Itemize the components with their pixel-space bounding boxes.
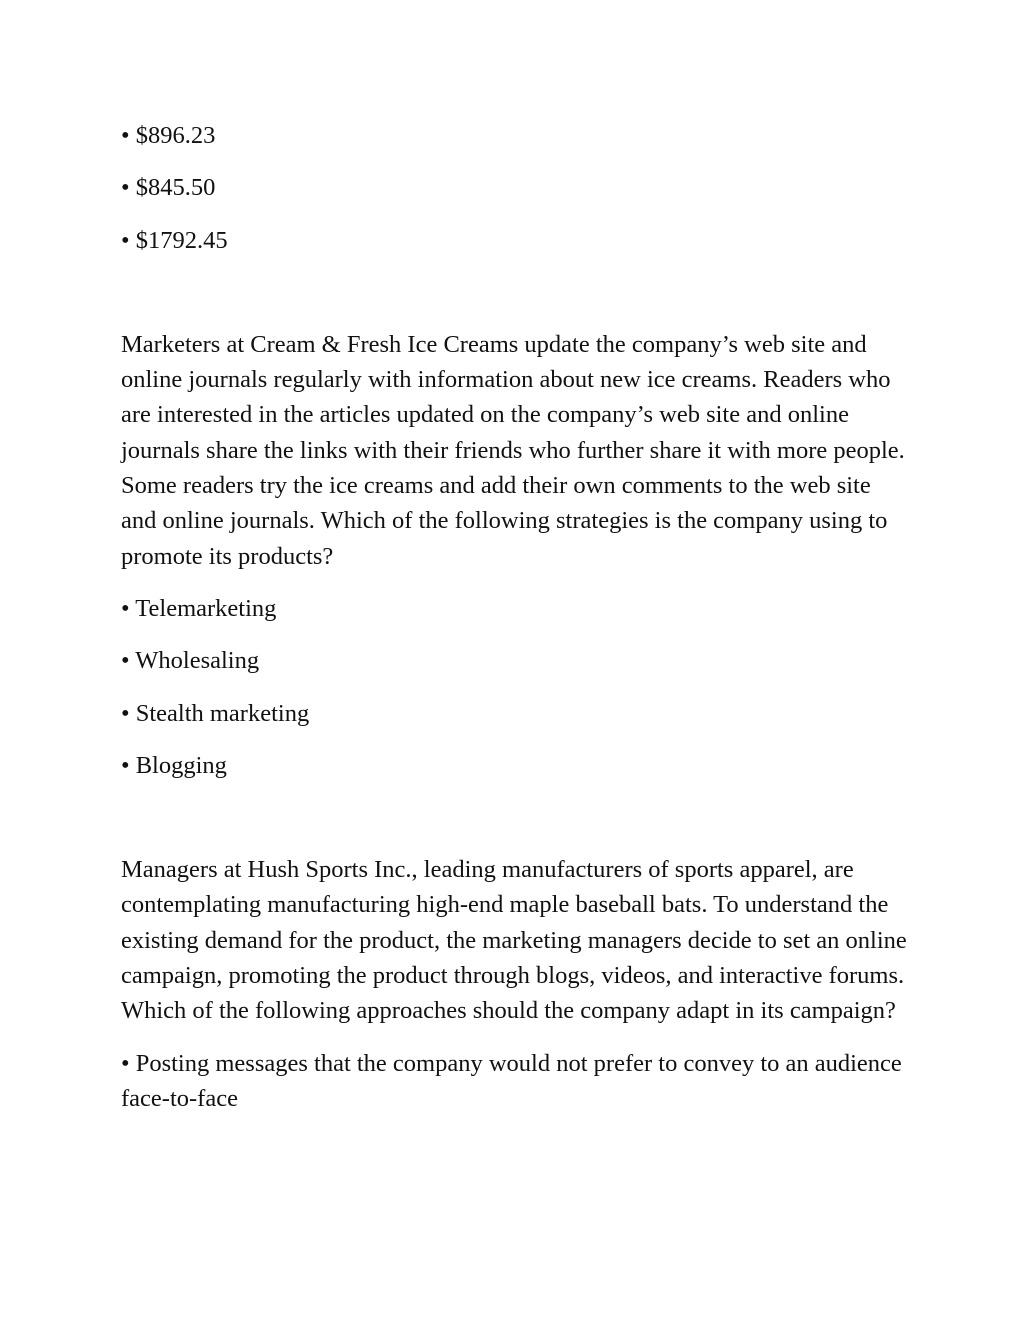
answer-option: • $845.50 — [121, 174, 216, 202]
answer-option: • Blogging — [121, 751, 227, 779]
answer-option: • $1792.45 — [121, 226, 228, 254]
question-block-2 — [121, 327, 911, 783]
answer-option: • Telemarketing — [121, 594, 277, 622]
answer-option: • $896.23 — [121, 122, 216, 149]
question-block-1 — [121, 118, 911, 258]
section-spacer — [121, 275, 911, 327]
section-spacer — [121, 800, 911, 852]
question-text: Marketers at Cream & Fresh Ice Creams update the company’s web site and online journals regularly with information about new ice creams. Readers who are interested in the articles updated on the company’s web site and online journals share the links with their friends who further share it with more people. Some readers try the ice creams and add their own comments to the web site and online journals. Which of the following strategies is the company using to promote its products? — [121, 330, 905, 570]
question-block-3 — [121, 852, 911, 1116]
document-page — [121, 118, 911, 1133]
answer-option: • Stealth marketing — [121, 699, 310, 727]
question-text: Managers at Hush Sports Inc., leading manufacturers of sports apparel, are contemplating manufacturing high-end maple baseball bats. To understand the existing demand for the product, the marketing managers decide to set an online campaign, promoting the product through blogs, videos, and interactive forums. Which of the following approaches should the company adapt in its campaign? — [121, 856, 907, 1025]
answer-option: • Wholesaling — [121, 647, 260, 675]
answer-option: • Posting messages that the company would not prefer to convey to an audience face-to-face — [121, 1049, 902, 1112]
